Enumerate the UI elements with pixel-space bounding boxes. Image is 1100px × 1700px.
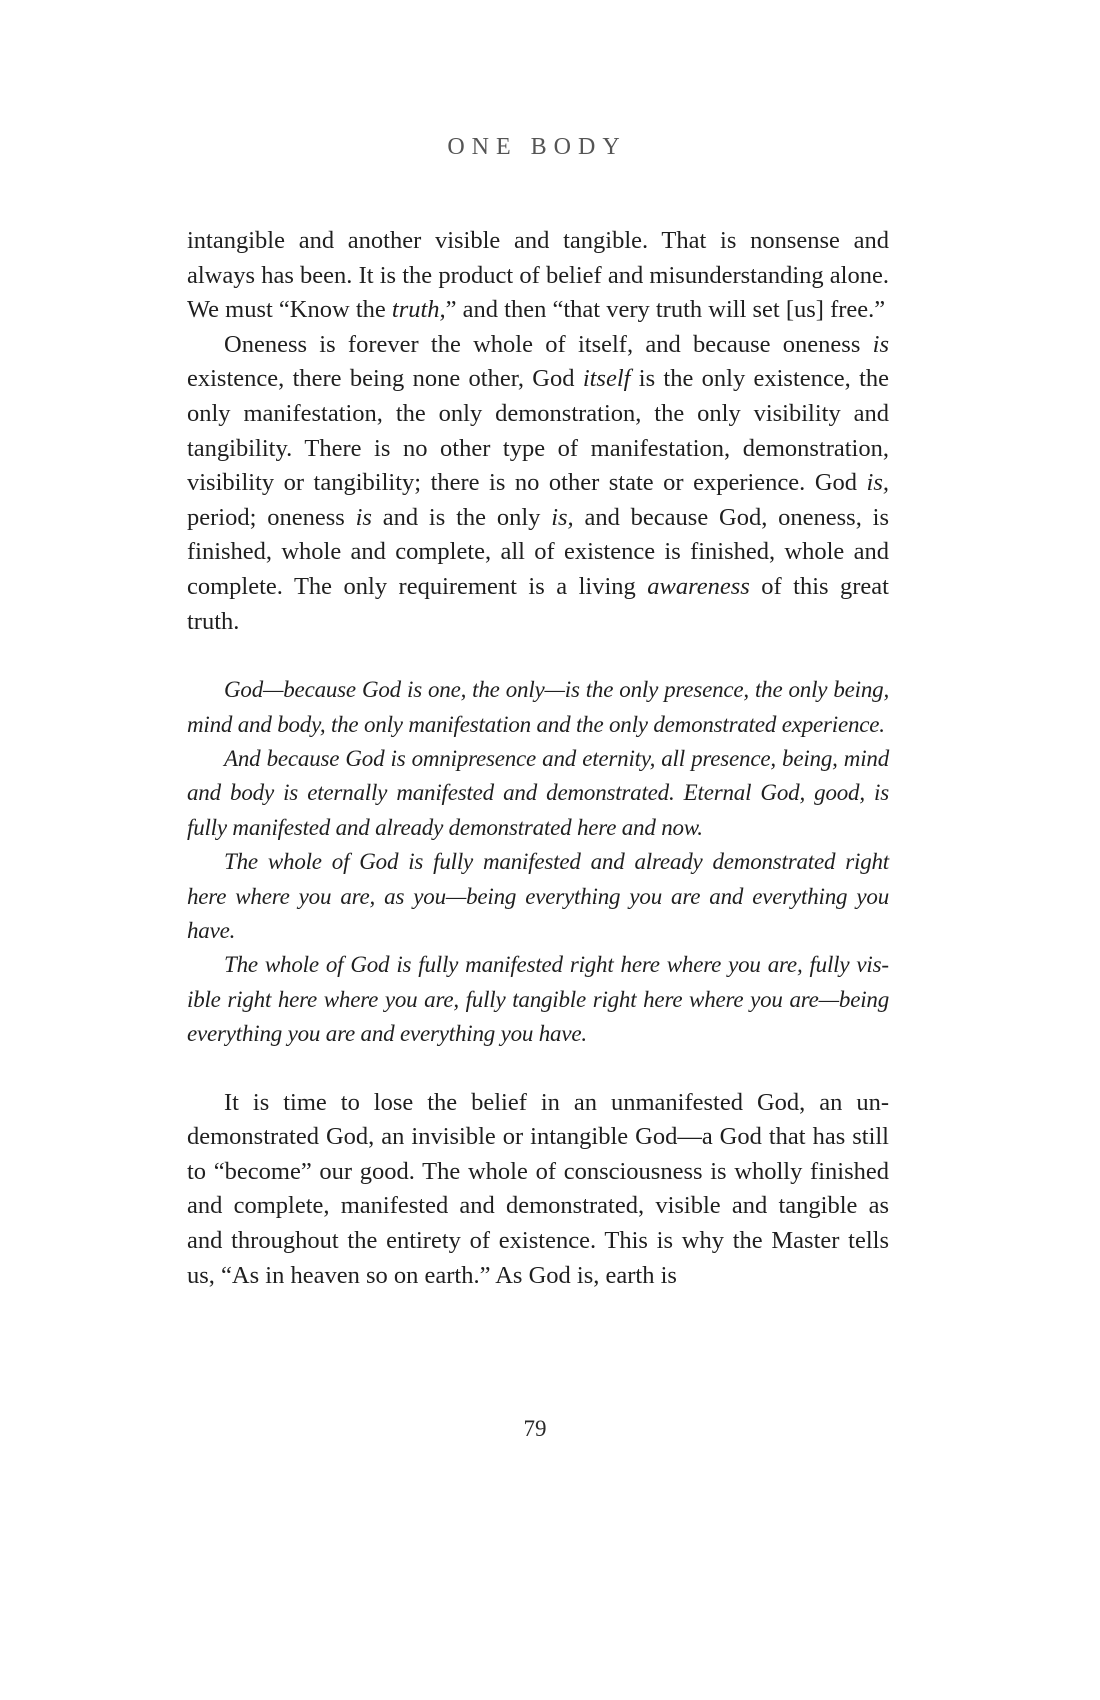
text-run: intangible and another visible and tangible. That is nonsense and always has been. It is the product of belief and misunderstanding alone. We must “Know the	[187, 227, 889, 324]
emphasis: is	[872, 330, 889, 358]
text-run: Oneness is forever the whole of itself, and because oneness	[224, 330, 873, 358]
text-block	[187, 224, 889, 1293]
text-run: of this great truth.	[187, 572, 889, 635]
paragraph-continued	[187, 224, 889, 328]
text-run: ” and then “that very truth will set [us] free.”	[445, 296, 886, 324]
quote-paragraph: And because God is omnipresence and eternity, all presence, being, mind and body is eternally manifested and demonstrated. Eternal God, good, is fully manifested and already demonstrated here and now.	[187, 745, 889, 840]
emphasis: truth,	[391, 296, 446, 324]
paragraph-closing: It is time to lose the belief in an unmanifested God, an undemonstrated God, an invisible or intangible God—a God that has still to “become” our good. The whole of consciousness is wholly finished and complete, manifested and demonstrated, visible and tangible as and throughout the entirety of existence. This is why the Master tells us, “As in heaven so on earth.” As God is, earth is	[187, 1088, 889, 1289]
quote-paragraph: The whole of God is fully manifested right here where you are, fully visible right here where you are, fully tangible right here where you are—being everything you are and everything you have.	[187, 952, 889, 1047]
quote-paragraph: The whole of God is fully manifested and already demonstrated right here where you are, as you—being everything you are and everything you have.	[187, 849, 889, 943]
text-run: is the only existence, the only manifestation, the only demonstration, the only visibility and tangibility. There is no other type of manifestation, demonstration, visibility or tangibility; there is no other state or experience. God	[187, 365, 890, 497]
paragraph-oneness	[187, 328, 889, 639]
text-run: and is the only	[371, 503, 552, 531]
text-run: and because God, oneness, is finished, whole and complete, all of existence is finished, whole and complete. The only requirement is a living	[187, 503, 889, 600]
emphasis: awareness	[647, 572, 750, 600]
text-run: existence, there being none other, God	[187, 365, 583, 393]
italic-quote-block	[187, 673, 889, 1051]
running-head: ONE BODY	[447, 134, 627, 160]
emphasis: is	[355, 503, 372, 531]
quote-paragraph: God—because God is one, the only—is the only presence, the only being, mind and body, the only manifestation and the only demonstrated experience.	[187, 677, 889, 737]
emphasis: is,	[551, 503, 574, 531]
page-number: 79	[523, 1416, 547, 1441]
emphasis: itself	[582, 365, 631, 393]
text-run: period; oneness	[187, 503, 356, 531]
emphasis: is,	[866, 469, 889, 497]
